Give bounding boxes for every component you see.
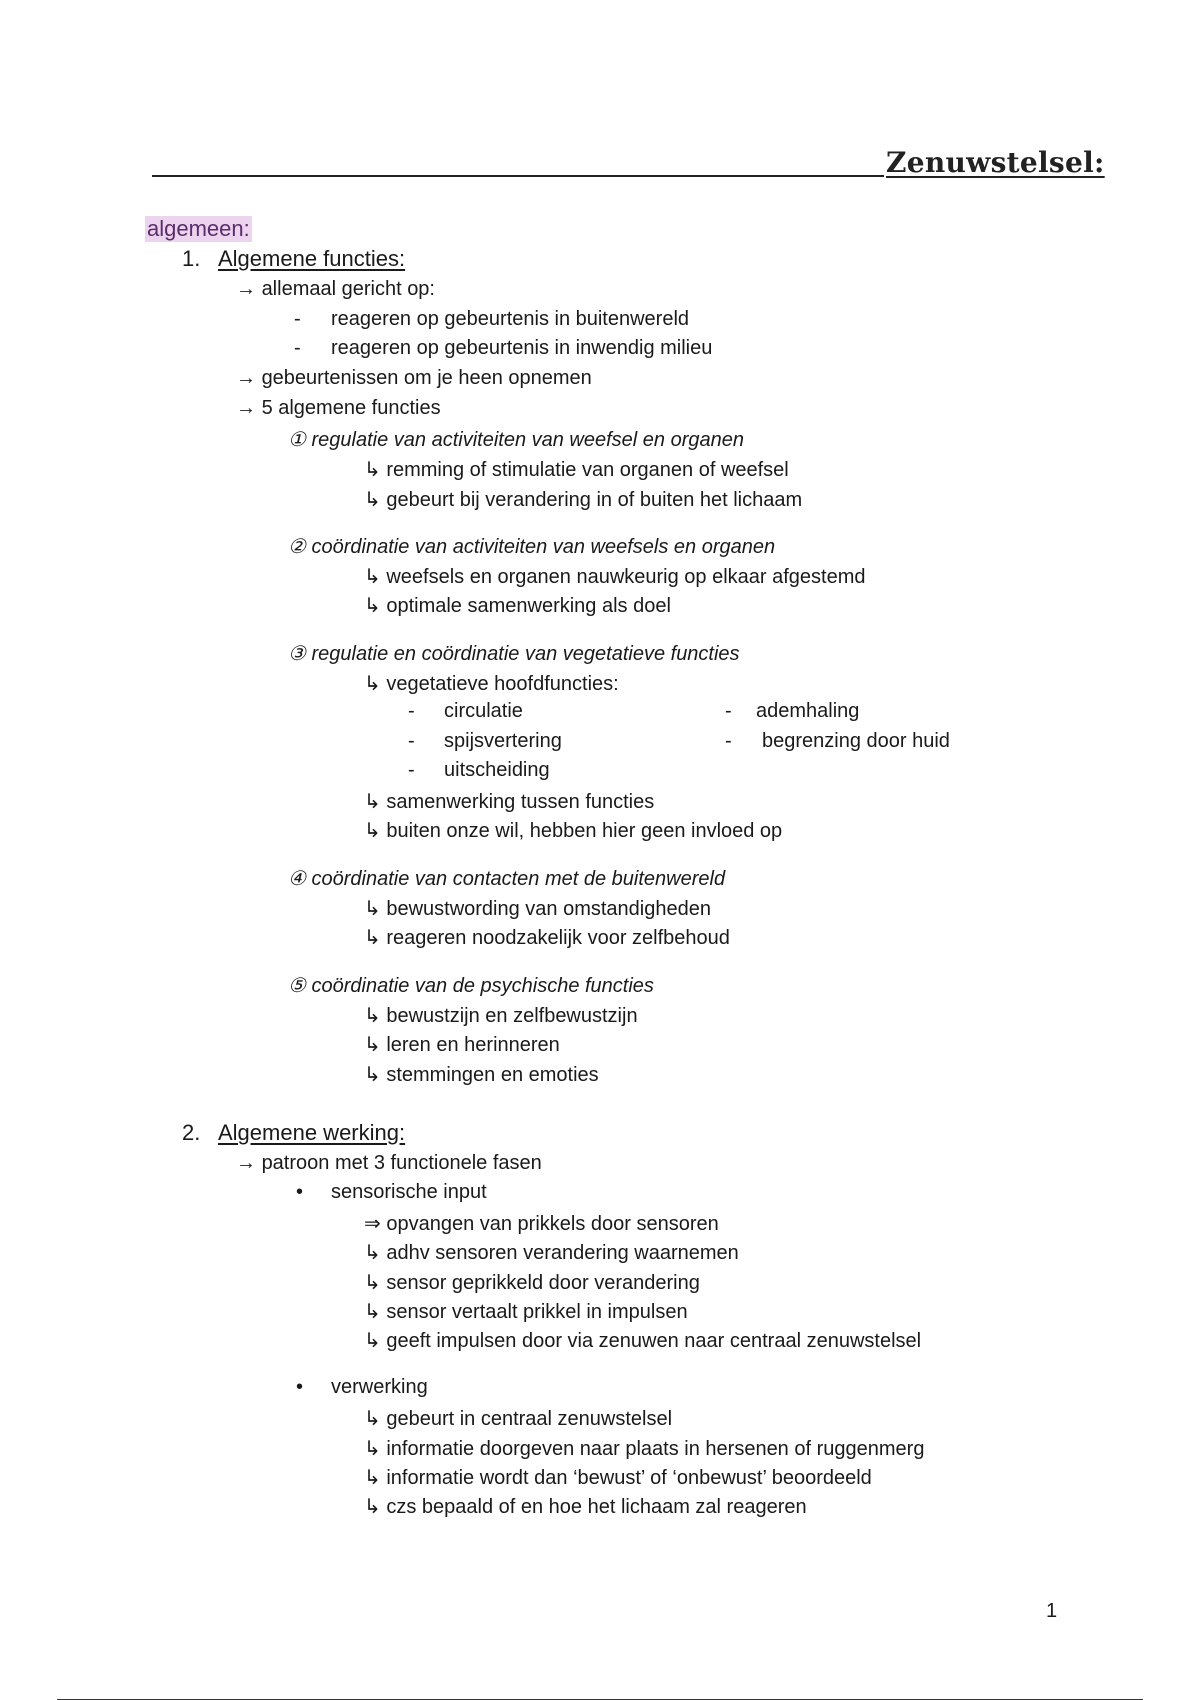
item-text: sensor vertaalt prikkel in impulsen — [386, 1301, 688, 1323]
hook-arrow-icon: ↳ — [364, 1272, 381, 1294]
hook-item — [364, 593, 671, 618]
hook-arrow-icon: ↳ — [364, 1301, 381, 1323]
title-underline — [152, 175, 884, 177]
hook-arrow-icon: ↳ — [364, 566, 381, 588]
hook-item — [364, 1240, 739, 1265]
hook-item — [364, 1062, 599, 1087]
dash-marker: - — [294, 308, 301, 330]
hook-item — [364, 1328, 921, 1353]
arrow-icon: → — [236, 1152, 256, 1174]
hook-arrow-icon: ↳ — [364, 1438, 381, 1460]
arrow-icon: → — [236, 397, 256, 419]
function-title-text: coördinatie van activiteiten van weefsels en organen — [311, 536, 776, 558]
hook-item — [364, 1299, 688, 1324]
arrow-icon: → — [236, 367, 256, 389]
line-text: allemaal gericht op: — [261, 278, 435, 300]
circled-number: ③ — [288, 643, 306, 665]
hook-arrow-icon: ↳ — [364, 1408, 381, 1430]
hook-item — [364, 1465, 872, 1490]
hook-arrow-icon: ↳ — [364, 898, 381, 920]
hook-item — [364, 925, 730, 950]
hook-item — [364, 457, 789, 482]
page-title: Zenuwstelsel: — [886, 146, 1105, 179]
function-title — [288, 534, 775, 559]
dash-marker: - — [725, 730, 732, 752]
hook-arrow-icon: ↳ — [364, 1005, 381, 1027]
hook-arrow-icon: ↳ — [364, 1330, 381, 1352]
hook-item — [364, 1494, 807, 1519]
item-text: optimale samenwerking als doel — [386, 595, 671, 617]
item-text: informatie wordt dan ‘bewust’ of ‘onbewust’ beoordeeld — [386, 1467, 872, 1489]
arrow-line — [236, 1152, 542, 1175]
function-title — [288, 973, 654, 998]
circled-number: ⑤ — [288, 975, 306, 997]
hook-arrow-icon: ↳ — [364, 459, 381, 481]
item-text: reageren noodzakelijk voor zelfbehoud — [386, 927, 730, 949]
hook-item — [364, 1032, 560, 1057]
line-text: gebeurtenissen om je heen opnemen — [261, 367, 592, 389]
dash-item: reageren op gebeurtenis in inwendig milieu — [331, 337, 713, 359]
hook-arrow-icon: ↳ — [364, 791, 381, 813]
item-text: czs bepaald of en hoe het lichaam zal reageren — [386, 1496, 807, 1518]
dash-marker: - — [408, 700, 415, 722]
hook-item — [364, 564, 866, 589]
function-title-text: regulatie van activiteiten van weefsel en organen — [311, 429, 744, 451]
circled-number: ④ — [288, 868, 306, 890]
hook-item — [364, 1436, 924, 1461]
circled-number: ② — [288, 536, 306, 558]
hook-item — [364, 487, 802, 512]
hook-item — [364, 1270, 700, 1295]
hook-arrow-icon: ↳ — [364, 820, 381, 842]
item-text: bewustwording van omstandigheden — [386, 898, 711, 920]
arrow-line — [236, 367, 592, 390]
item-text: gebeurt in centraal zenuwstelsel — [386, 1408, 673, 1430]
item-text: vegetatieve hoofdfuncties: — [386, 673, 619, 695]
item-text: informatie doorgeven naar plaats in hersenen of ruggenmerg — [386, 1438, 925, 1460]
heading-functions — [182, 246, 405, 272]
item-text: buiten onze wil, hebben hier geen invloed op — [386, 820, 783, 842]
double-arrow-icon: ⇒ — [364, 1213, 381, 1235]
sub-item: uitscheiding — [444, 759, 550, 781]
lead-item — [364, 1211, 719, 1236]
dash-marker: - — [408, 759, 415, 781]
item-text: remming of stimulatie van organen of weefsel — [386, 459, 789, 481]
function-title-text: regulatie en coördinatie van vegetatieve functies — [311, 643, 740, 665]
function-title-text: coördinatie van contacten met de buitenwereld — [311, 868, 726, 890]
hook-arrow-icon: ↳ — [364, 1064, 381, 1086]
line-text: 5 algemene functies — [261, 397, 441, 419]
hook-arrow-icon: ↳ — [364, 673, 381, 695]
line-text: patroon met 3 functionele fasen — [261, 1152, 542, 1174]
page-number: 1 — [1046, 1600, 1058, 1622]
function-title — [288, 866, 725, 891]
arrow-line — [236, 397, 441, 420]
section-label: algemeen: — [147, 216, 250, 241]
heading-number: 1. — [182, 246, 201, 271]
hook-arrow-icon: ↳ — [364, 595, 381, 617]
circled-number: ① — [288, 429, 306, 451]
item-text: weefsels en organen nauwkeurig op elkaar afgestemd — [386, 566, 866, 588]
hook-item — [364, 789, 654, 814]
phase-name: sensorische input — [331, 1181, 487, 1203]
function-title-text: coördinatie van de psychische functies — [311, 975, 654, 997]
sub-item: spijsvertering — [444, 730, 562, 752]
heading-number: 2. — [182, 1120, 201, 1145]
item-text: samenwerking tussen functies — [386, 791, 655, 813]
item-text: gebeurt bij verandering in of buiten het lichaam — [386, 489, 803, 511]
function-title — [288, 641, 740, 666]
dash-item: reageren op gebeurtenis in buitenwereld — [331, 308, 690, 330]
item-text: stemmingen en emoties — [386, 1064, 599, 1086]
item-text: geeft impulsen door via zenuwen naar centraal zenuwstelsel — [386, 1330, 922, 1352]
function-title — [288, 427, 744, 452]
hook-item — [364, 896, 711, 921]
dash-marker: - — [725, 700, 732, 722]
heading-text: Algemene functies: — [218, 246, 406, 271]
arrow-icon: → — [236, 278, 256, 300]
hook-item — [364, 671, 619, 696]
arrow-line — [236, 278, 435, 301]
hook-item — [364, 1406, 672, 1431]
hook-arrow-icon: ↳ — [364, 489, 381, 511]
bullet-icon: • — [296, 1181, 304, 1203]
bullet-icon: • — [296, 1376, 304, 1398]
dash-marker: - — [408, 730, 415, 752]
hook-item — [364, 818, 782, 843]
phase-name: verwerking — [331, 1376, 428, 1398]
hook-arrow-icon: ↳ — [364, 1467, 381, 1489]
heading-text: Algemene werking: — [218, 1120, 406, 1145]
item-text: leren en herinneren — [386, 1034, 560, 1056]
sub-item: circulatie — [444, 700, 523, 722]
sub-item: ademhaling — [756, 700, 860, 722]
hook-arrow-icon: ↳ — [364, 1242, 381, 1264]
item-text: sensor geprikkeld door verandering — [386, 1272, 700, 1294]
sub-item: begrenzing door huid — [762, 730, 950, 752]
hook-arrow-icon: ↳ — [364, 927, 381, 949]
item-text: opvangen van prikkels door sensoren — [386, 1213, 719, 1235]
item-text: bewustzijn en zelfbewustzijn — [386, 1005, 638, 1027]
hook-arrow-icon: ↳ — [364, 1034, 381, 1056]
item-text: adhv sensoren verandering waarnemen — [386, 1242, 739, 1264]
heading-working — [182, 1120, 405, 1146]
hook-item — [364, 1003, 638, 1028]
dash-marker: - — [294, 337, 301, 359]
hook-arrow-icon: ↳ — [364, 1496, 381, 1518]
